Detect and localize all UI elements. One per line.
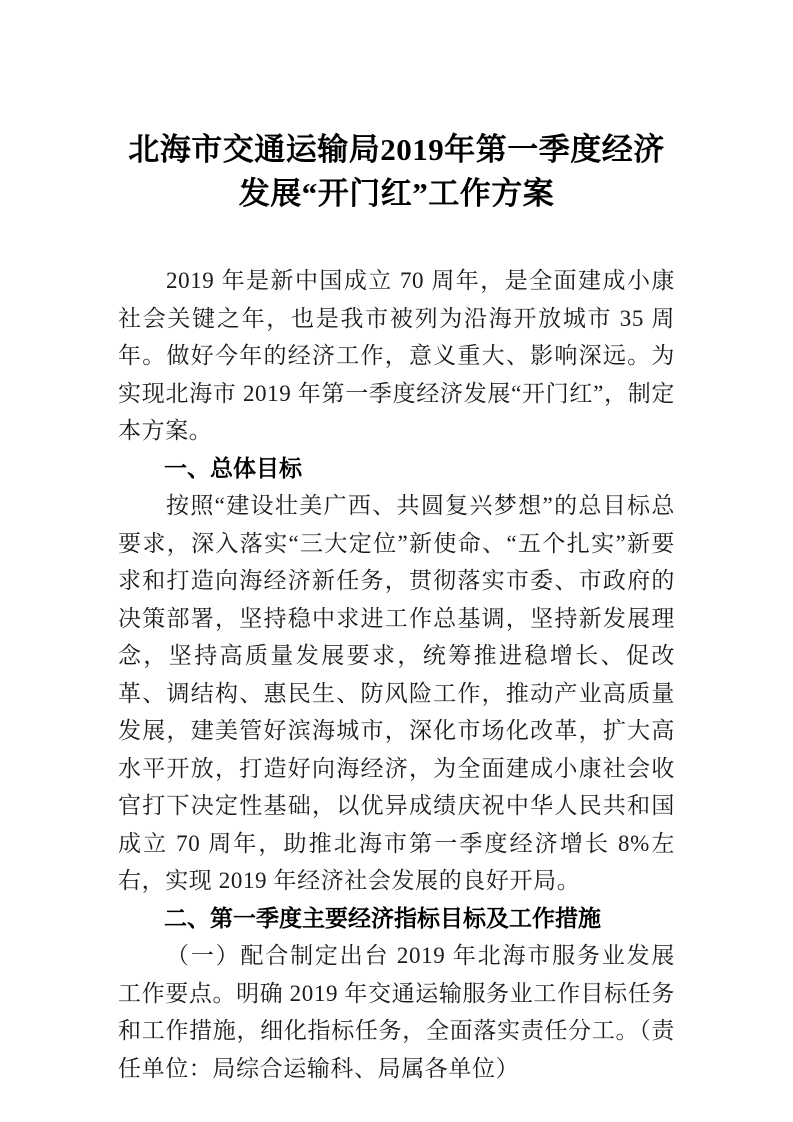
section-heading-1: 一、总体目标 bbox=[164, 454, 302, 481]
section-2-paragraph-1: （一）配合制定出台 2019 年北海市服务业发展工作要点。明确 2019 年交通运输服务业工作目标任务和工作措施，细化指标任务，全面落实责任分工。（责任单位：局综合运输科、局属各单位） bbox=[118, 943, 675, 1081]
page-title: 北海市交通运输局2019年第一季度经济发展“开门红”工作方案 bbox=[128, 132, 665, 211]
section-1-paragraph-1: 按照“建设壮美广西、共圆复兴梦想”的总目标总要求，深入落实“三大定位”新使命、“五个扎实”新要求和打造向海经济新任务，贯彻落实市委、市政府的决策部署，坚持稳中求进工作总基调，坚持新发展理念，坚持高质量发展要求，统筹推进稳增长、促改革、调结构、惠民生、防风险工作，推动产业高质量发展，建美管好滨海城市，深化市场化改革，扩大高水平开放，打造好向海经济，为全面建成小康社会收官打下决定性基础，以优异成绩庆祝中华人民共和国成立 70 周年，助推北海市第一季度经济增长 8%左右，实现 2019 年经济社会发展的良好开局。 bbox=[118, 493, 675, 893]
title-body-spacer bbox=[118, 216, 675, 262]
intro-paragraph: 2019 年是新中国成立 70 周年，是全面建成小康社会关键之年，也是我市被列为沿海开放城市 35 周年。做好今年的经济工作，意义重大、影响深远。为实现北海市 2019 年第一季度经济发展“开门红”，制定本方案。 bbox=[118, 268, 675, 443]
section-heading-2: 二、第一季度主要经济指标目标及工作措施 bbox=[164, 904, 601, 931]
document-body bbox=[118, 0, 675, 1087]
